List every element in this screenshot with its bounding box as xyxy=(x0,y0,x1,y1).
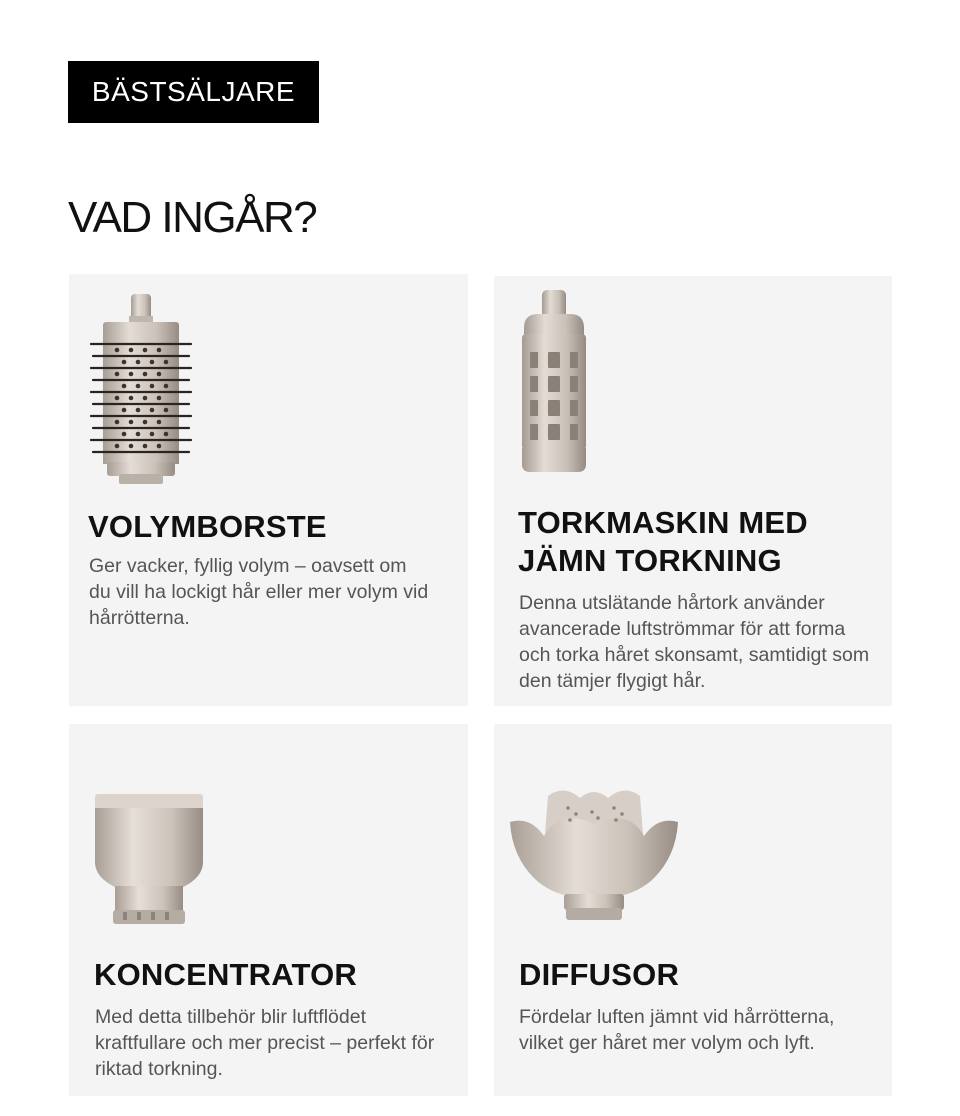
section-title: VAD INGÅR? xyxy=(68,193,317,242)
product-card-diffuser xyxy=(494,724,892,1096)
card-title: TORKMASKIN MED JÄMN TORKNING xyxy=(518,505,808,578)
card-description: Fördelar luften jämnt vid hårrötterna, vilket ger håret mer volym och lyft. xyxy=(519,1006,835,1054)
product-card-concentrator xyxy=(69,724,468,1096)
concentrator-image xyxy=(89,792,209,932)
card-title: VOLYMBORSTE xyxy=(88,509,327,544)
bestseller-badge: BÄSTSÄLJARE xyxy=(68,61,319,123)
diffuser-image xyxy=(504,786,684,926)
card-description: Med detta tillbehör blir luftflödet kraftfullare och mer precist – perfekt för riktad torkning. xyxy=(95,1006,435,1080)
card-title: DIFFUSOR xyxy=(519,957,680,992)
smoothing-dryer-image xyxy=(518,288,590,478)
card-description: Ger vacker, fyllig volym – oavsett om du vill ha lockigt hår eller mer volym vid hårrötterna. xyxy=(89,555,429,629)
card-description: Denna utslätande hårtork använder avancerade luftströmmar för att forma och torka håret skonsamt, samtidigt som den tämjer flygigt hår. xyxy=(519,592,870,692)
volume-brush-image xyxy=(89,292,193,488)
product-card-smoothing-dryer xyxy=(494,276,892,706)
card-title: KONCENTRATOR xyxy=(94,957,358,992)
product-card-volume-brush xyxy=(69,274,468,706)
